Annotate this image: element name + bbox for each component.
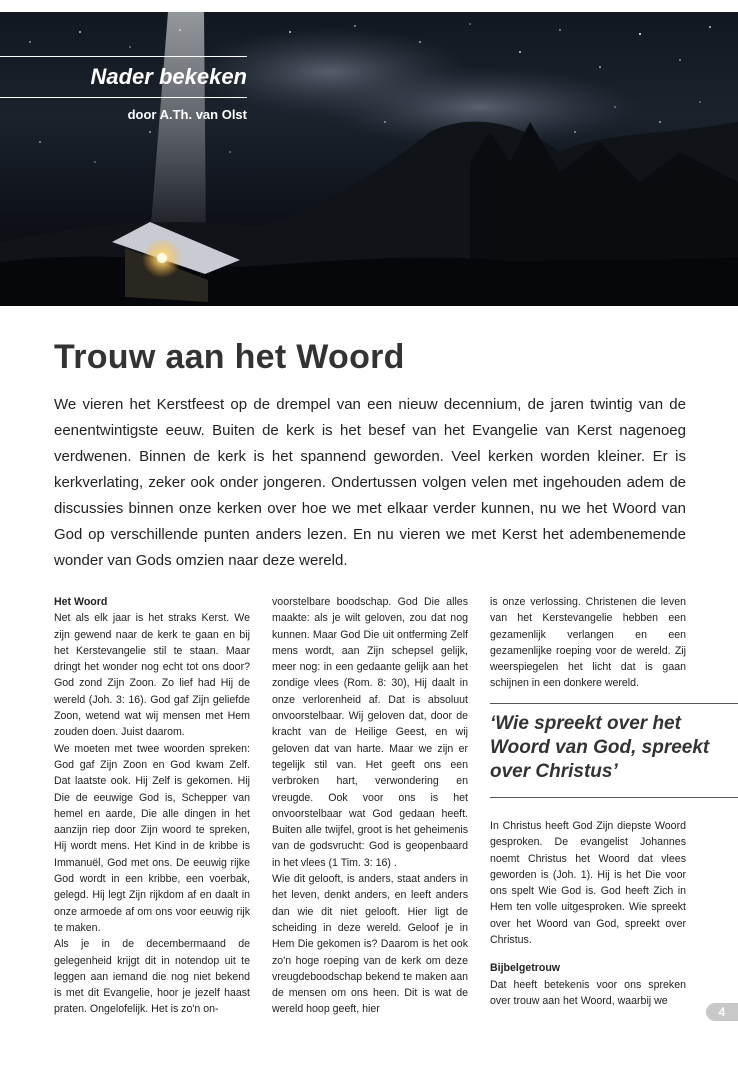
section-kicker: Nader bekeken <box>90 64 247 89</box>
paragraph: Als je in de decembermaand de gelegenheid krijgt dit in notendop uit te leggen aan iemand die nog niet bekend is met dit Evangelie, hoor je jezelf haast praten. Ongelofelijk. Het is zo'n on- <box>54 938 250 1016</box>
column-3-bottom <box>490 818 686 1009</box>
column-1 <box>54 594 250 1018</box>
kicker-rule-bottom <box>0 97 247 98</box>
article-intro: We vieren het Kerstfeest op de drempel van een nieuw decennium, de jaren twintig van de eenentwintigste eeuw. Buiten de kerk is het besef van het Evangelie van Kerst nagenoeg verdwenen. Binnen de kerk is het spannend geworden. Veel kerken worden kleiner. Er is kerkverlating, zeker ook onder jongeren. Ondertussen volgen velen met ingehouden adem de discussies binnen onze kerken over hoe we met elkaar verder kunnen, nu we het Woord van God op verschillende punten anders lezen. En nu vieren we met Kerst het adembenemende wonder van Gods omzien naar deze wereld. <box>54 396 686 569</box>
pull-quote <box>490 703 738 798</box>
page-number: 4 <box>706 1003 738 1021</box>
paragraph: is onze verlossing. Christenen die leven van het Kerstevangelie hebben een gezamenlijk verlangen en een gezamenlijke roeping voor de wereld. Zij weerspiegelen het licht dat is gaan schijnen in een donkere wereld. <box>490 596 686 690</box>
column-2 <box>272 594 468 1018</box>
article-title: Trouw aan het Woord <box>54 338 405 376</box>
section-heading-het-woord: Het Woord <box>54 596 108 608</box>
paragraph: Dat heeft betekenis voor ons spreken over trouw aan het Woord, waarbij we <box>490 978 686 1007</box>
author-byline: door A.Th. van Olst <box>127 107 247 122</box>
pull-quote-text: ‘Wie spreekt over het Woord van God, spreekt over Christus’ <box>490 713 710 782</box>
paragraph: Wie dit gelooft, is anders, staat anders in het leven, denkt anders, en leeft anders dan wie dit niet gelooft. Hier ligt de scheiding in deze wereld. Geloof je in Hem Die gekomen is? Daarom is het ook zo'n hoge roeping van de kerk om deze vreugdeboodschap bekend te maken aan de mensen om ons heen. Dit is wat de wereld hoop geeft, hier <box>272 873 468 1016</box>
paragraph: Net als elk jaar is het straks Kerst. We zijn gewend naar de kerk te gaan en bij het Kerstevangelie stil te staan. Maar dringt het wonder nog echt tot ons door? God zond Zijn Zoon. Zo lief had Hij de wereld (Joh. 3: 16). God gaf Zijn geliefde Zoon, wetend wat wij mensen met Hem zouden doen. Juist daarom. <box>54 612 250 739</box>
section-heading-bijbelgetrouw: Bijbelgetrouw <box>490 962 561 975</box>
hero-image <box>0 12 738 306</box>
paragraph: We moeten met twee woorden spreken: God gaf Zijn Zoon en God kwam Zelf. Dat laatste ook. Hij Zelf is gekomen. Hij Die de eeuwige God is, Schepper van hemel en aarde, Die alle dingen in het aanzijn riep door Zijn woord te spreken, Hij wordt mens. Het Kind in de kribbe is Immanuël, God met ons. De eeuwig rijke God wordt in een kribbe, een voerbak, gelegd. Hij legt Zijn rijkdom af en daalt in onze armoede af om ons voor eeuwig rijk te maken. <box>54 742 250 934</box>
column-3-top <box>490 594 686 692</box>
kicker-rule-top <box>0 56 247 57</box>
paragraph: voorstelbare boodschap. God Die alles maakte: als je wilt geloven, zou dat nog kunnen. Maar God Die uit ontferming Zelf mens wordt, aan Zijn schepsel gelijk, meer nog: in een gedaante gelijk aan het zondige vlees (Rom. 8: 30), Hij daalt in onze verlorenheid af. Dat is absoluut onvoorstelbaar. Wij geloven dat, door de kracht van de Heilige Geest, en wij geloven dat van harte. Maar we zijn er tegelijk stil van. Het geeft ons een verbroken hart, verwondering en vreugde. Ook voor ons is het onvoorstelbaar wat God gedaan heeft. Buiten alle twijfel, groot is het geheimenis van de godsvrucht: God is geopenbaard in het vlees (1 Tim. 3: 16) . <box>272 596 468 869</box>
paragraph: In Christus heeft God Zijn diepste Woord gesproken. De evangelist Johannes noemt Christus het Woord dat vlees geworden is (Joh. 1). Hij is het Die voor ons spelt Wie God is. God heeft Zich in Hem ten volle uitgesproken. Wie spreekt over het Woord van God, spreekt over Christus. <box>490 820 686 947</box>
